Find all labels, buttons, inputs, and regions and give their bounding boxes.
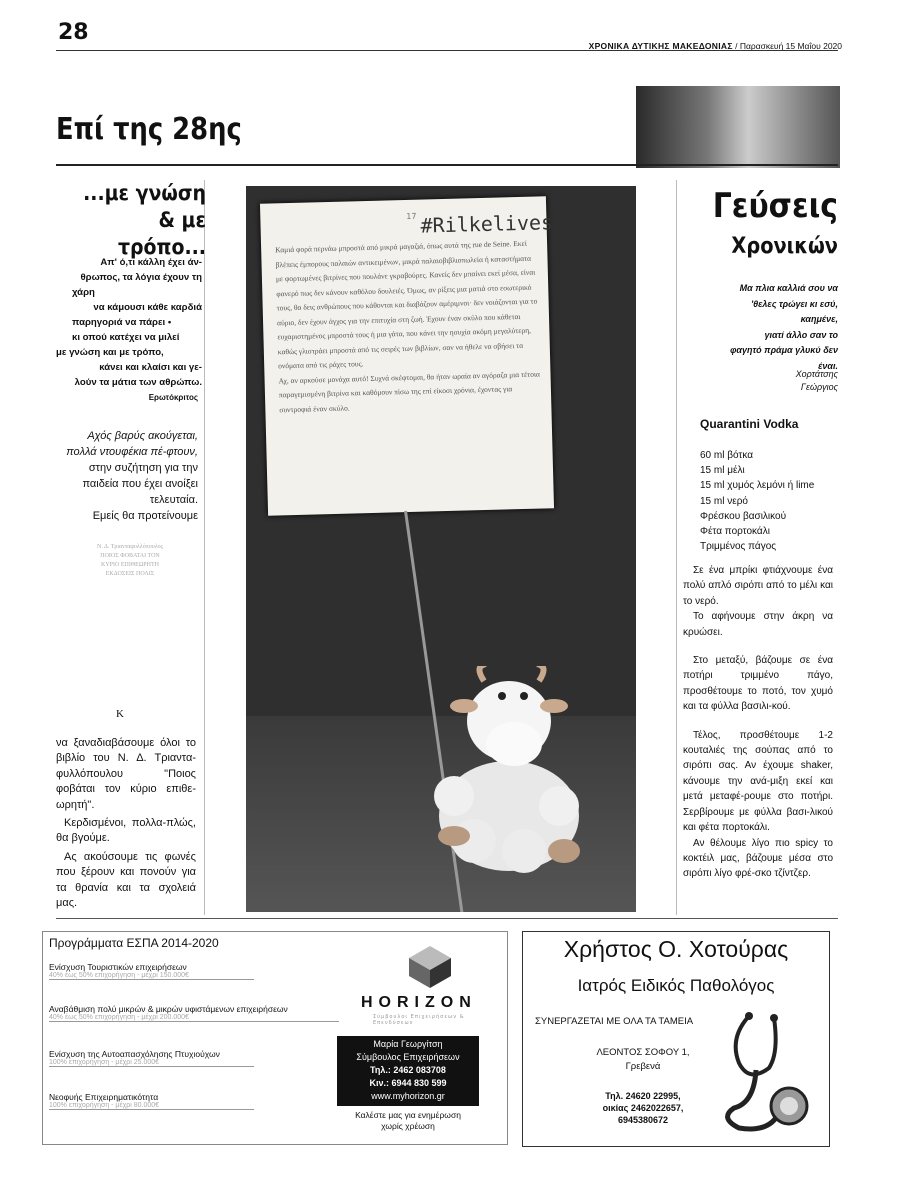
doctor-specialty: Ιατρός Ειδικός Παθολόγος <box>577 976 775 995</box>
program-detail: 100% επιχορήγηση - μέχρι 25.000€ <box>49 1059 160 1066</box>
sheep-figurine-icon <box>414 666 584 886</box>
left-title-line1: ...με γνώση <box>83 181 206 205</box>
contact-website: www.myhorizon.gr <box>371 1091 445 1101</box>
card-hashtag: #Rilkelives <box>420 210 554 238</box>
doctor-funds: ΣΥΝΕΡΓΑΖΕΤΑΙ ΜΕ ΟΛΑ ΤΑ ΤΑΜΕΙΑ <box>535 1016 694 1027</box>
issue-date: Παρασκευή 15 Μαΐου 2020 <box>739 41 842 51</box>
phone-line: Τηλ. 24620 22995, <box>605 1091 681 1101</box>
recipe-step: Τέλος, προσθέτουμε 1-2 κουταλιές της σούπας από το σιρόπι σας. Αν έχουμε shaker, κάνουμε την ανά-μιξη εκεί και μετά μεταφέ-ρουμε στο ποτήρι. Σερβίρουμε με φύλλα βασι-λικού και φέτα πορτοκάλι. <box>683 729 833 834</box>
cta-line: Καλέστε μας για ενημέρωση <box>355 1110 461 1120</box>
paragraph: να ξαναδιαβάσουμε όλοι το βιβλίο του Ν. Δ. Τριαντα-φυλλόπουλου "Ποιος φοβάται τον κύριο επιθε-ωρητή". <box>56 737 196 811</box>
right-article-title: Γεύσεις <box>712 186 838 226</box>
program-name: Ενίσχυση της Αυτοαπασχόλησης Πτυχιούχων <box>49 1049 220 1059</box>
card-text <box>275 237 541 418</box>
doctor-advertisement <box>522 931 830 1147</box>
recipe-step: Αν θέλουμε λίγο πιο spicy το κοκτέιλ μας, βάζουμε μέσα στο σιρόπι λίγο φρέ-σκο τζίντζερ. <box>683 837 833 880</box>
quote-line: γιατί άλλο σαν το <box>764 329 838 340</box>
ingredient: 15 ml χυμός λεμόνι ή lime <box>700 480 815 492</box>
author-surname: Χορτάτσης <box>795 369 838 379</box>
program-item <box>49 1092 254 1110</box>
quote-line: καημένε, <box>800 314 838 324</box>
quote-author <box>683 368 838 394</box>
poem-line: κι οπού κατέχει να μιλεί <box>72 332 180 343</box>
address-city: Γρεβενά <box>625 1061 661 1072</box>
section-divider <box>56 164 838 166</box>
ingredient: 15 ml νερό <box>700 495 748 507</box>
author-firstname: Γεώργιος <box>800 382 838 392</box>
quote-line: φαγητό πράμα γλυκύ δεν <box>730 345 838 355</box>
faint-line: ΠΟΙΟΣ ΦΟΒΑΤΑΙ ΤΟΝ <box>100 553 160 559</box>
page-number: 28 <box>58 20 89 45</box>
ingredient: 15 ml μέλι <box>700 465 745 477</box>
newspaper-name: ΧΡΟΝΙΚΑ ΔΥΤΙΚΗΣ ΜΑΚΕΔΟΝΙΑΣ <box>588 41 733 51</box>
ads-divider <box>56 918 838 919</box>
recipe-step: Σε ένα μπρίκι φτιάχνουμε ένα πολύ απλό σιρόπι από το μέλι και το νερό. <box>683 565 833 607</box>
doctor-address <box>583 1046 703 1074</box>
poem-line: κάνει και κλαίσι και γε- <box>99 362 202 373</box>
poem-line: λούν τα μάτια των αθρώπω. <box>74 377 202 388</box>
program-item <box>49 1004 339 1022</box>
program-detail: 100% επιχορήγηση - μέχρι 80.000€ <box>49 1102 160 1109</box>
stray-letter: Κ <box>116 708 124 720</box>
paragraph: Ας ακούσουμε τις φωνές που ξέρουν και πονούν για τα θρανία και τα σχολειά μας. <box>56 850 196 910</box>
card-number: 17 <box>406 211 417 221</box>
card-paragraph: Καμιά φορά περνάω μπροστά από μικρά μαγαζιά, όπως αυτά της rue de Seine. Εκεί βλέπεις έμπορους παλαιών αντικειμένων, μικρά παλαιοβιβλιοπωλεία ή καταστήματα με φορτωμένες βιτρίνες που πουλάνε γκραβούρες. Κανείς δεν μπαίνει εκεί μέσα, είναι φανερό πως δεν κάνουν καθόλου δουλειές. Όμως, αν ρίξεις μια ματιά στο εσωτερικό τους, θα δεις ανθρώπους που κάθονται και διαβάζουν αμέριμνοι· δεν νοιάζονται για το αύριο, δεν έχουν άγχος για την επιτυχία στη ζωή. Έχουν έναν σκύλο που κάθεται ευχαριστημένος μπροστά τους ή μια γάτα, που κάνει την ησυχία ακόμη μεγαλύτερη, καθώς γλιστράει μπροστά από τις σειρές των βιβλίων, σαν να ήθελε να σβήσει τα ονόματα από τις ράχες τους. <box>275 238 538 371</box>
stethoscope-icon <box>719 1008 819 1138</box>
faint-line: Ν. Δ. Τριανταφυλλόπουλος <box>97 544 163 550</box>
column-divider-left <box>204 180 205 915</box>
address-street: ΛΕΟΝΤΟΣ ΣΟΦΟΥ 1, <box>596 1047 690 1058</box>
column-divider-right <box>676 180 677 915</box>
contact-phone: Τηλ.: 2462 083708 <box>370 1065 446 1075</box>
program-name: Νεοφυής Επιχειρηματικότητα <box>49 1092 159 1102</box>
right-article-subtitle: Χρονικών <box>731 234 838 259</box>
espa-title: Προγράμματα ΕΣΠΑ 2014-2020 <box>49 936 219 950</box>
ingredients-list <box>700 448 814 554</box>
horizon-cta <box>337 1110 479 1132</box>
program-name: Αναβάθμιση πολύ μικρών & μικρών υφιστάμενων επιχειρήσεων <box>49 1004 288 1014</box>
phone-line: 6945380672 <box>617 1115 669 1125</box>
author-photo <box>636 86 840 168</box>
poem-line: να κάμουσι κάθε καρδιά <box>93 302 202 313</box>
note-card <box>260 196 554 515</box>
header-divider <box>56 50 838 51</box>
intro-paragraph <box>56 428 198 524</box>
newspaper-header: ΧΡΟΝΙΚΑ ΔΥΤΙΚΗΣ ΜΑΚΕΔΟΝΙΑΣ / Παρασκευή 15 Μαΐου 2020 <box>588 41 842 51</box>
intro-rest: στην συζήτηση για την παιδεία που έχει ανοίξει τελευταία. <box>82 462 198 506</box>
intro-italic: Αχός βαρύς ακούγεται, πολλά ντουφέκια πέ-φτουν, <box>66 430 198 458</box>
contact-mobile: Κιν.: 6944 830 599 <box>369 1078 447 1088</box>
poem <box>56 255 202 390</box>
program-item <box>49 962 254 980</box>
quote-line: έναι. <box>818 360 838 371</box>
article-photo <box>246 186 636 912</box>
poem-author: Ερωτόκριτος <box>148 393 198 402</box>
ingredient: Τριμμένος πάγος <box>700 541 777 553</box>
left-title-line2: & με τρόπο... <box>117 208 206 259</box>
horizon-cube-icon <box>405 944 455 990</box>
left-article-title <box>71 180 206 261</box>
program-item <box>49 1049 254 1067</box>
contact-role: Σύμβουλος Επιχειρήσεων <box>356 1052 460 1062</box>
quote-line: Μα πλια καλλιά σου να <box>739 283 838 293</box>
faint-book-cover-text <box>70 543 190 579</box>
card-paragraph: Αχ, αν αρκούσε μονάχα αυτό! Συχνά σκέφτομαι, θα ήταν ωραία αν αγόραζα μια τέτοια παραγεμισμένη βιτρίνα και καθόμουν πίσω της επί είκοσι χρόνια, έχοντας για συντροφιά έναν σκύλο. <box>278 369 541 414</box>
poem-line: χάρη <box>72 287 95 298</box>
horizon-tagline: Σύμβουλοι Επιχειρήσεων & Επενδύσεων <box>373 1014 465 1026</box>
program-name: Ενίσχυση Τουριστικών επιχειρήσεων <box>49 962 187 972</box>
espa-advertisement <box>42 931 508 1145</box>
doctor-name: Χρήστος Ο. Χοτούρας <box>563 936 789 962</box>
contact-name: Μαρία Γεωργίτση <box>373 1039 443 1049</box>
recipe-step: Το αφήνουμε στην άκρη να κρυώσει. <box>683 611 833 638</box>
ingredient: Φέτα πορτοκάλι <box>700 526 770 538</box>
left-bottom-text <box>56 736 196 914</box>
program-detail: 40% έως 50% επιχορήγηση - μέχρι 150.000€ <box>49 972 189 979</box>
poem-line: με γνώση και με τρόπο, <box>56 347 164 358</box>
right-quote <box>683 281 838 374</box>
phone-line: οικίας 2462022657, <box>602 1103 684 1113</box>
cta-line: χωρίς χρέωση <box>381 1121 435 1131</box>
section-title: Επί της 28ης <box>56 112 242 147</box>
doctor-phones <box>583 1090 703 1126</box>
faint-line: ΕΚΔΟΣΕΙΣ ΠΟΛΙΣ <box>105 571 155 577</box>
recipe-instructions <box>683 563 833 895</box>
ingredient: 60 ml βότκα <box>700 450 754 461</box>
intro-last: Εμείς θα προτείνουμε <box>92 510 198 522</box>
poem-line: Απ' ό,τι κάλλη έχει άν- <box>100 257 202 268</box>
program-detail: 40% έως 50% επιχορήγηση - μέχρι 200.000€ <box>49 1014 189 1021</box>
recipe-step: Στο μεταξύ, βάζουμε σε ένα ποτήρι τριμμένο πάγο, προσθέτουμε το ποτό, τον χυμό και τα φύλλα βασιλι-κού. <box>683 655 833 713</box>
recipe-title: Quarantini Vodka <box>700 417 799 431</box>
quote-line: 'θελες τρώγει κι εσύ, <box>750 298 838 309</box>
ingredient: Φρέσκου βασιλικού <box>700 510 787 522</box>
poem-line: θρωπος, τα λόγια έχουν τη <box>80 272 202 283</box>
faint-line: ΚΥΡΙΟ ΕΠΙΘΕΩΡΗΤΗ <box>101 562 159 568</box>
poem-line: παρηγοριά να πάρει • <box>72 317 172 328</box>
horizon-contact-box <box>337 1036 479 1106</box>
paragraph: Κερδισμένοι, πολλα-πλώς, θα βγούμε. <box>56 817 196 845</box>
horizon-brand: HORIZON <box>361 994 477 1011</box>
